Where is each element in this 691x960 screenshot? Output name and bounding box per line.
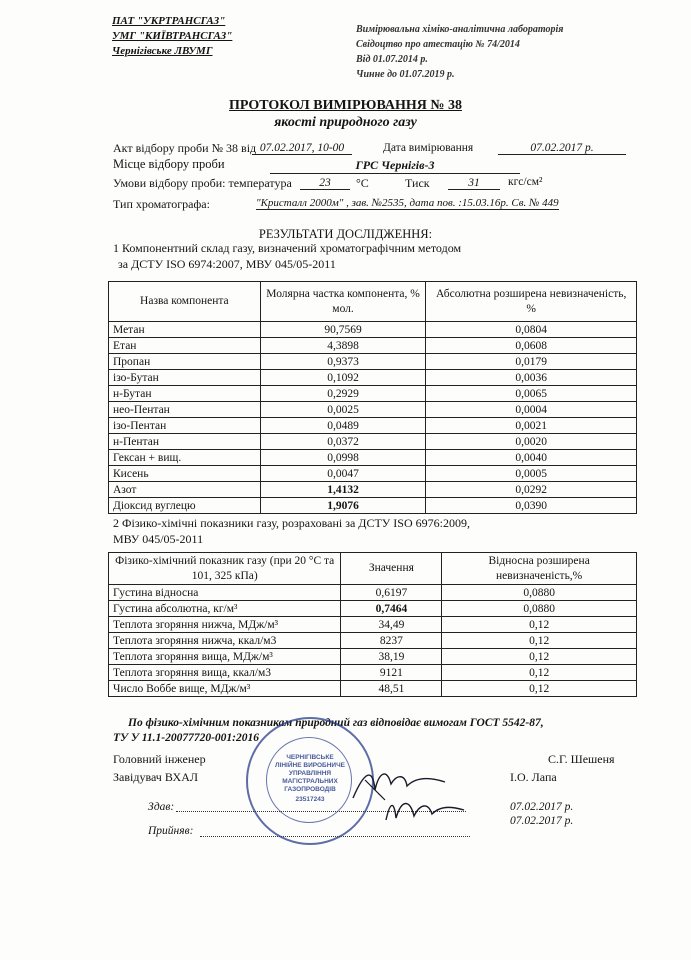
table-cell-value: 9121 bbox=[341, 665, 442, 681]
lab-header bbox=[356, 22, 563, 82]
stamp-line: ГАЗОПРОВОДІВ bbox=[284, 786, 336, 793]
table-cell-value: 0,0608 bbox=[426, 338, 637, 354]
org-header bbox=[112, 14, 232, 59]
table-cell-name: Густина абсолютна, кг/м³ bbox=[109, 601, 341, 617]
table-cell-value: 0,0040 bbox=[426, 450, 637, 466]
place-value: ГРС Чернігів-3 bbox=[270, 158, 520, 174]
composition-table bbox=[108, 281, 637, 514]
table-row bbox=[109, 601, 637, 617]
table-row bbox=[109, 434, 637, 450]
table-cell-name: Азот bbox=[109, 482, 261, 498]
properties-table bbox=[108, 552, 637, 697]
table-row bbox=[109, 681, 637, 697]
table-cell-name: Діоксид вуглецю bbox=[109, 498, 261, 514]
table-cell-name: Теплота згоряння нижча, МДж/м³ bbox=[109, 617, 341, 633]
table-cell-name: Теплота згоряння вища, МДж/м³ bbox=[109, 649, 341, 665]
table-cell-value: 0,0998 bbox=[260, 450, 426, 466]
table-row bbox=[109, 370, 637, 386]
table-cell-value: 1,9076 bbox=[260, 498, 426, 514]
temperature-unit: °С bbox=[356, 176, 369, 190]
head-label: Завідувач ВХАЛ bbox=[113, 770, 199, 784]
table-cell-value: 0,0489 bbox=[260, 418, 426, 434]
measure-date-value: 07.02.2017 р. bbox=[498, 142, 626, 155]
act-label: Акт відбору проби № 38 від bbox=[113, 141, 257, 155]
table-cell-value: 0,12 bbox=[442, 633, 637, 649]
section2-line2: МВУ 045/05-2011 bbox=[113, 532, 204, 546]
table-cell-name: Теплота згоряння нижча, ккал/м3 bbox=[109, 633, 341, 649]
accepted-label: Прийняв: bbox=[148, 825, 194, 837]
table-row bbox=[109, 649, 637, 665]
measure-date-label: Дата вимірювання bbox=[383, 142, 474, 154]
table-cell-name: Число Воббе вище, МДж/м³ bbox=[109, 681, 341, 697]
accepted-date: 07.02.2017 р. bbox=[510, 815, 574, 827]
table-cell-value: 0,0372 bbox=[260, 434, 426, 450]
pressure-value: 31 bbox=[448, 177, 500, 190]
column-header: Молярна частка компонента, % мол. bbox=[260, 282, 426, 322]
handed-date: 07.02.2017 р. bbox=[510, 801, 574, 813]
table-cell-name: ізо-Бутан bbox=[109, 370, 261, 386]
stamp-line: УПРАВЛІННЯ bbox=[288, 770, 332, 777]
protocol-subtitle: якості природного газу bbox=[274, 115, 417, 130]
chief-engineer-name: С.Г. Шешеня bbox=[548, 752, 615, 766]
column-header: Відносна розширена невизначеність,% bbox=[442, 553, 637, 585]
table-cell-value: 0,12 bbox=[442, 617, 637, 633]
table-cell-value: 0,0804 bbox=[426, 322, 637, 338]
temperature-value: 23 bbox=[300, 177, 350, 190]
chromatograph-label: Тип хроматографа: bbox=[113, 197, 210, 211]
table-cell-value: 0,12 bbox=[442, 681, 637, 697]
table-row bbox=[109, 617, 637, 633]
table-cell-name: Кисень bbox=[109, 466, 261, 482]
table-cell-value: 0,2929 bbox=[260, 386, 426, 402]
table-cell-name: Метан bbox=[109, 322, 261, 338]
act-value: 07.02.2017, 10-00 bbox=[252, 142, 352, 155]
table-cell-value: 0,0065 bbox=[426, 386, 637, 402]
handed-label: Здав: bbox=[148, 801, 175, 813]
chief-engineer-label: Головний інженер bbox=[113, 752, 206, 766]
table-cell-value: 0,12 bbox=[442, 665, 637, 681]
section1-line1: 1 Компонентний склад газу, визначений хроматографічним методом bbox=[113, 241, 462, 255]
table-cell-value: 0,7464 bbox=[341, 601, 442, 617]
table-cell-value: 0,12 bbox=[442, 649, 637, 665]
place-label: Місце відбору проби bbox=[113, 157, 225, 171]
table-cell-value: 1,4132 bbox=[260, 482, 426, 498]
column-header: Назва компонента bbox=[109, 282, 261, 322]
table-cell-value: 34,49 bbox=[341, 617, 442, 633]
table-row bbox=[109, 633, 637, 649]
table-row bbox=[109, 585, 637, 601]
signature-handed bbox=[380, 790, 470, 830]
table-cell-value: 0,0047 bbox=[260, 466, 426, 482]
table-row bbox=[109, 418, 637, 434]
table-cell-value: 0,0292 bbox=[426, 482, 637, 498]
column-header: Фізико-хімічний показник газу (при 20 °С та 101, 325 кПа) bbox=[109, 553, 341, 585]
table-cell-value: 0,0036 bbox=[426, 370, 637, 386]
column-header: Абсолютна розширена невизначеність, % bbox=[426, 282, 637, 322]
stamp-line: МАГІСТРАЛЬНИХ bbox=[282, 778, 338, 785]
table-cell-name: Теплота згоряння вища, ккал/м3 bbox=[109, 665, 341, 681]
table-cell-value: 0,0179 bbox=[426, 354, 637, 370]
section1-line2: за ДСТУ ISO 6974:2007, МВУ 045/05-2011 bbox=[118, 257, 336, 271]
conclusion-line2: ТУ У 11.1-20077720-001:2016 bbox=[113, 732, 260, 744]
section2-line1: 2 Фізико-хімічні показники газу, розраховані за ДСТУ ISO 6976:2009, bbox=[113, 516, 470, 530]
table-cell-value: 0,0020 bbox=[426, 434, 637, 450]
table-cell-value: 0,0025 bbox=[260, 402, 426, 418]
stamp-line: ЧЕРНІГІВСЬКЕ bbox=[286, 754, 334, 761]
column-header: Значення bbox=[341, 553, 442, 585]
table-cell-name: нео-Пентан bbox=[109, 402, 261, 418]
table-cell-name: Пропан bbox=[109, 354, 261, 370]
head-name: І.О. Лапа bbox=[510, 770, 557, 784]
table-row bbox=[109, 450, 637, 466]
pressure-label: Тиск bbox=[405, 176, 430, 190]
table-row bbox=[109, 386, 637, 402]
table-cell-value: 0,1092 bbox=[260, 370, 426, 386]
conclusion-line1: По фізико-хімічним показникам природний газ відповідає вимогам ГОСТ 5542-87, bbox=[128, 717, 544, 729]
chromatograph-value: "Кристалл 2000м" , зав. №2535, дата пов. :15.03.16р. Св. № 449 bbox=[256, 197, 559, 209]
org-line: Чернігівське ЛВУМГ bbox=[112, 45, 213, 57]
table-row bbox=[109, 665, 637, 681]
table-cell-name: н-Пентан bbox=[109, 434, 261, 450]
table-cell-value: 90,7569 bbox=[260, 322, 426, 338]
results-heading: РЕЗУЛЬТАТИ ДОСЛІДЖЕННЯ: bbox=[258, 227, 433, 241]
table-row bbox=[109, 338, 637, 354]
lab-line: Вимірювальна хіміко-аналітична лабораторія bbox=[356, 24, 564, 35]
stamp-line: ЛІНІЙНЕ ВИРОБНИЧЕ bbox=[275, 762, 345, 769]
table-cell-value: 8237 bbox=[341, 633, 442, 649]
protocol-title: ПРОТОКОЛ ВИМІРЮВАННЯ № 38 bbox=[229, 98, 462, 113]
table-cell-value: 0,9373 bbox=[260, 354, 426, 370]
table-cell-name: н-Бутан bbox=[109, 386, 261, 402]
lab-line: Чинне до 01.07.2019 р. bbox=[356, 69, 455, 80]
table-cell-value: 48,51 bbox=[341, 681, 442, 697]
table-cell-value: 0,0004 bbox=[426, 402, 637, 418]
table-row bbox=[109, 498, 637, 514]
table-cell-value: 0,0880 bbox=[442, 601, 637, 617]
table-row bbox=[109, 482, 637, 498]
table-row bbox=[109, 402, 637, 418]
pressure-unit: кгс/см² bbox=[508, 176, 543, 188]
table-cell-name: Густина відносна bbox=[109, 585, 341, 601]
conditions-label: Умови відбору проби: температура bbox=[113, 176, 292, 190]
table-cell-name: Гексан + вищ. bbox=[109, 450, 261, 466]
table-cell-value: 4,3898 bbox=[260, 338, 426, 354]
org-line: ПАТ "УКРТРАНСГАЗ" bbox=[112, 15, 226, 27]
org-line: УМГ "КИЇВТРАНСГАЗ" bbox=[112, 30, 233, 42]
table-cell-value: 0,0390 bbox=[426, 498, 637, 514]
table-cell-name: ізо-Пентан bbox=[109, 418, 261, 434]
table-row bbox=[109, 354, 637, 370]
table-row bbox=[109, 322, 637, 338]
stamp-line: 23517243 bbox=[295, 796, 325, 803]
table-cell-name: Етан bbox=[109, 338, 261, 354]
table-cell-value: 0,0021 bbox=[426, 418, 637, 434]
table-cell-value: 0,0005 bbox=[426, 466, 637, 482]
table-cell-value: 0,0880 bbox=[442, 585, 637, 601]
table-cell-value: 0,6197 bbox=[341, 585, 442, 601]
table-row bbox=[109, 466, 637, 482]
lab-line: Свідоцтво про атестацію № 74/2014 bbox=[356, 39, 520, 50]
lab-line: Від 01.07.2014 р. bbox=[356, 54, 428, 65]
table-cell-value: 38,19 bbox=[341, 649, 442, 665]
